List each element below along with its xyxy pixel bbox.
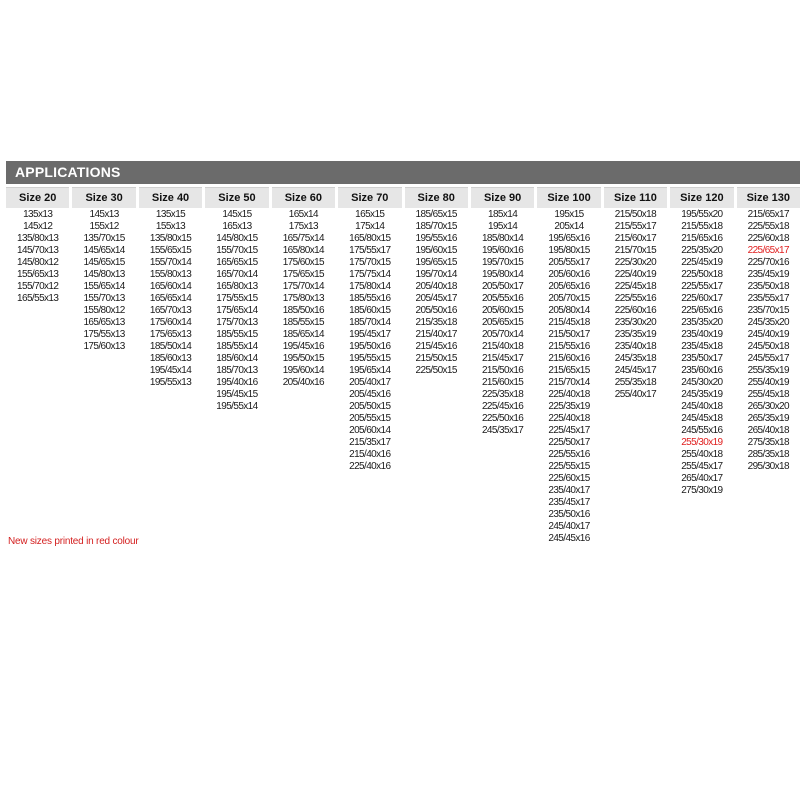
- size-entry: 215/40x16: [349, 449, 391, 460]
- size-entry: 145x13: [89, 209, 119, 220]
- size-entry: 195/55x20: [681, 209, 723, 220]
- size-entry: 195/40x16: [216, 377, 258, 388]
- size-entry: 275/35x18: [747, 437, 789, 448]
- size-entry: 205/60x14: [349, 425, 391, 436]
- column-header: Size 40: [139, 187, 202, 208]
- size-list: [615, 209, 656, 401]
- size-entry: 205/45x17: [415, 293, 457, 304]
- size-entry: 265/35x19: [747, 413, 789, 424]
- size-entry: 175/60x14: [149, 317, 192, 328]
- size-entry: 205x14: [554, 221, 584, 232]
- size-entry: 225/70x16: [747, 257, 789, 268]
- applications-banner: [6, 161, 800, 184]
- size-entry: 205/40x18: [415, 281, 457, 292]
- size-entry: 255/35x18: [614, 377, 657, 388]
- size-entry: 215/50x16: [481, 365, 524, 376]
- size-entry: 175/70x14: [282, 281, 325, 292]
- size-list: [548, 209, 589, 545]
- column-header: Size 60: [272, 187, 335, 208]
- size-entry: 195/65x16: [548, 233, 590, 244]
- size-entry: 225/40x16: [349, 461, 391, 472]
- size-entry: 285/35x18: [747, 449, 789, 460]
- size-entry: 215/40x17: [415, 329, 457, 340]
- size-entry: 175/55x13: [83, 329, 125, 340]
- size-entry: 145/70x13: [17, 245, 59, 256]
- size-entry: 235/50x17: [681, 353, 723, 364]
- size-entry: 195/60x15: [415, 245, 457, 256]
- size-entry: 225/55x18: [747, 221, 789, 232]
- size-list: [83, 209, 124, 353]
- new-size-entry: 225/65x17: [747, 245, 789, 256]
- size-entry: 245/35x20: [747, 317, 789, 328]
- size-entry: 195/45x16: [282, 341, 325, 352]
- size-entry: 175/55x17: [349, 245, 391, 256]
- column-header: Size 100: [537, 187, 600, 208]
- size-entry: 215/65x17: [747, 209, 789, 220]
- size-entry: 225/55x16: [614, 293, 657, 304]
- size-entry: 245/40x18: [681, 401, 723, 412]
- size-entry: 205/45x16: [349, 389, 391, 400]
- size-entry: 225/65x16: [681, 305, 723, 316]
- size-entry: 245/40x17: [548, 521, 590, 532]
- size-entry: 165/75x14: [282, 233, 325, 244]
- size-entry: 195/60x16: [481, 245, 524, 256]
- size-list: [150, 209, 191, 389]
- size-entry: 145/80x15: [216, 233, 258, 244]
- size-entry: 145x12: [23, 221, 53, 232]
- size-entry: 185/60x14: [216, 353, 258, 364]
- size-entry: 165/60x14: [149, 281, 192, 292]
- size-entry: 215/65x15: [548, 365, 590, 376]
- size-entry: 215/55x17: [614, 221, 657, 232]
- size-entry: 185/55x16: [349, 293, 391, 304]
- size-entry: 145x15: [222, 209, 252, 220]
- size-entry: 175/65x14: [216, 305, 258, 316]
- size-entry: 185/50x16: [282, 305, 325, 316]
- size-entry: 185/65x14: [282, 329, 325, 340]
- size-column: [405, 187, 468, 545]
- column-header: Size 20: [6, 187, 69, 208]
- size-entry: 195x14: [488, 221, 518, 232]
- size-entry: 175/80x14: [349, 281, 391, 292]
- size-entry: 195/45x15: [216, 389, 258, 400]
- size-column: [471, 187, 534, 545]
- size-entry: 215/55x16: [548, 341, 590, 352]
- size-column: [6, 187, 69, 545]
- size-entry: 185/80x14: [481, 233, 524, 244]
- size-entry: 235/60x16: [681, 365, 723, 376]
- size-entry: 205/65x16: [548, 281, 590, 292]
- new-size-entry: 255/30x19: [681, 437, 723, 448]
- size-entry: 155/70x12: [17, 281, 59, 292]
- size-entry: 205/70x14: [481, 329, 524, 340]
- size-entry: 205/50x17: [481, 281, 524, 292]
- size-entry: 145/80x12: [17, 257, 59, 268]
- size-entry: 155/65x14: [83, 281, 125, 292]
- size-entry: 225/60x15: [548, 473, 590, 484]
- size-entry: 205/40x17: [349, 377, 391, 388]
- size-entry: 215/55x18: [681, 221, 723, 232]
- size-entry: 195/55x14: [216, 401, 258, 412]
- size-entry: 195/65x14: [349, 365, 391, 376]
- size-entry: 185/60x15: [349, 305, 391, 316]
- size-entry: 215/50x18: [614, 209, 657, 220]
- size-entry: 135/80x15: [149, 233, 192, 244]
- size-entry: 235/55x17: [747, 293, 789, 304]
- size-entry: 185/70x15: [415, 221, 457, 232]
- size-list: [681, 209, 722, 497]
- size-entry: 235/45x19: [747, 269, 789, 280]
- size-entry: 235/45x18: [681, 341, 723, 352]
- size-entry: 135/80x13: [17, 233, 59, 244]
- size-entry: 255/35x19: [747, 365, 789, 376]
- size-entry: 215/50x17: [548, 329, 590, 340]
- size-entry: 215/50x15: [415, 353, 457, 364]
- column-header: Size 130: [737, 187, 800, 208]
- size-list: [17, 209, 58, 305]
- size-entry: 245/55x16: [681, 425, 723, 436]
- size-entry: 215/35x18: [415, 317, 457, 328]
- size-list: [349, 209, 390, 473]
- size-list: [216, 209, 257, 413]
- size-entry: 215/45x17: [481, 353, 524, 364]
- size-entry: 195/50x15: [282, 353, 325, 364]
- new-sizes-note: New sizes printed in red colour: [8, 536, 139, 547]
- size-entry: 165/70x14: [216, 269, 258, 280]
- size-entry: 205/70x15: [548, 293, 590, 304]
- size-entry: 175/60x15: [282, 257, 325, 268]
- size-entry: 145/80x13: [83, 269, 125, 280]
- size-entry: 255/40x17: [614, 389, 657, 400]
- size-entry: 155/70x14: [149, 257, 192, 268]
- size-entry: 205/80x14: [548, 305, 590, 316]
- size-entry: 175x14: [355, 221, 385, 232]
- size-entry: 195/70x15: [481, 257, 524, 268]
- size-entry: 185/70x13: [216, 365, 258, 376]
- size-entry: 215/60x16: [548, 353, 590, 364]
- size-entry: 195/80x14: [481, 269, 524, 280]
- size-entry: 225/45x17: [548, 425, 590, 436]
- size-entry: 195/45x14: [149, 365, 192, 376]
- size-entry: 225/60x17: [681, 293, 723, 304]
- size-entry: 225/40x18: [548, 389, 590, 400]
- size-application-table: [6, 187, 800, 545]
- size-entry: 225/45x18: [614, 281, 657, 292]
- size-entry: 165x14: [288, 209, 318, 220]
- size-entry: 255/40x19: [747, 377, 789, 388]
- column-header: Size 50: [205, 187, 268, 208]
- size-entry: 165/65x15: [216, 257, 258, 268]
- size-entry: 175/70x15: [349, 257, 391, 268]
- size-entry: 185/60x13: [149, 353, 192, 364]
- size-entry: 155x12: [89, 221, 119, 232]
- size-entry: 195/60x14: [282, 365, 325, 376]
- size-entry: 255/45x17: [681, 461, 723, 472]
- column-header: Size 80: [405, 187, 468, 208]
- size-entry: 225/45x16: [481, 401, 524, 412]
- size-entry: 195/55x13: [149, 377, 192, 388]
- size-entry: 225/50x16: [481, 413, 524, 424]
- size-entry: 155/65x13: [17, 269, 59, 280]
- size-entry: 215/70x14: [548, 377, 590, 388]
- column-header: Size 30: [72, 187, 135, 208]
- size-entry: 205/60x16: [548, 269, 590, 280]
- size-entry: 205/50x16: [415, 305, 457, 316]
- size-entry: 165/80x14: [282, 245, 325, 256]
- size-entry: 185/55x14: [216, 341, 258, 352]
- size-entry: 215/45x18: [548, 317, 590, 328]
- size-entry: 235/35x19: [614, 329, 657, 340]
- size-entry: 175/65x15: [282, 269, 325, 280]
- size-entry: 205/65x15: [481, 317, 524, 328]
- size-entry: 155/70x13: [83, 293, 125, 304]
- size-entry: 265/30x20: [747, 401, 789, 412]
- size-entry: 235/40x17: [548, 485, 590, 496]
- size-entry: 185/55x15: [282, 317, 325, 328]
- size-entry: 225/30x20: [614, 257, 657, 268]
- size-entry: 225/60x18: [747, 233, 789, 244]
- size-entry: 195/55x15: [349, 353, 391, 364]
- size-entry: 175x13: [288, 221, 318, 232]
- size-entry: 245/45x17: [614, 365, 657, 376]
- size-entry: 145/65x14: [83, 245, 125, 256]
- size-entry: 215/60x17: [614, 233, 657, 244]
- size-entry: 215/45x16: [415, 341, 457, 352]
- size-list: [748, 209, 789, 473]
- size-entry: 225/40x19: [614, 269, 657, 280]
- size-entry: 225/45x19: [681, 257, 723, 268]
- size-entry: 175/70x13: [216, 317, 258, 328]
- size-entry: 155/70x15: [216, 245, 258, 256]
- size-entry: 205/60x15: [481, 305, 524, 316]
- size-entry: 175/65x13: [149, 329, 192, 340]
- size-column: [737, 187, 800, 545]
- size-list: [283, 209, 324, 389]
- size-entry: 215/65x16: [681, 233, 723, 244]
- size-entry: 215/60x15: [481, 377, 524, 388]
- size-entry: 185/50x14: [149, 341, 192, 352]
- size-entry: 165/70x13: [149, 305, 192, 316]
- size-entry: 245/30x20: [681, 377, 723, 388]
- size-entry: 245/50x18: [747, 341, 789, 352]
- size-entry: 165x15: [355, 209, 385, 220]
- size-entry: 215/70x15: [614, 245, 657, 256]
- size-entry: 205/50x15: [349, 401, 391, 412]
- size-entry: 265/40x18: [747, 425, 789, 436]
- size-entry: 265/40x17: [681, 473, 723, 484]
- size-entry: 195/70x14: [415, 269, 457, 280]
- column-header: Size 70: [338, 187, 401, 208]
- size-column: [338, 187, 401, 545]
- size-entry: 225/50x15: [415, 365, 457, 376]
- size-entry: 255/45x18: [747, 389, 789, 400]
- size-column: [604, 187, 667, 545]
- size-entry: 225/40x18: [548, 413, 590, 424]
- column-header: Size 90: [471, 187, 534, 208]
- size-entry: 225/50x17: [548, 437, 590, 448]
- size-entry: 235/45x17: [548, 497, 590, 508]
- size-entry: 135x13: [23, 209, 53, 220]
- size-entry: 205/55x17: [548, 257, 590, 268]
- size-entry: 205/40x16: [282, 377, 325, 388]
- size-entry: 155/80x13: [149, 269, 192, 280]
- size-entry: 195/55x16: [415, 233, 457, 244]
- size-entry: 165x13: [222, 221, 252, 232]
- size-list: [482, 209, 523, 437]
- size-entry: 185x14: [488, 209, 518, 220]
- size-entry: 215/40x18: [481, 341, 524, 352]
- size-entry: 235/40x18: [614, 341, 657, 352]
- size-entry: 255/40x18: [681, 449, 723, 460]
- size-entry: 155x13: [155, 221, 186, 232]
- size-entry: 155/65x15: [149, 245, 192, 256]
- size-entry: 205/55x15: [349, 413, 391, 424]
- size-entry: 225/50x18: [681, 269, 723, 280]
- size-entry: 175/80x13: [282, 293, 325, 304]
- size-entry: 245/55x17: [747, 353, 789, 364]
- page-title: APPLICATIONS: [15, 164, 121, 180]
- column-header: Size 110: [604, 187, 667, 208]
- size-entry: 135/70x15: [83, 233, 125, 244]
- size-column: [72, 187, 135, 545]
- size-entry: 165/80x15: [349, 233, 391, 244]
- size-entry: 185/65x15: [415, 209, 457, 220]
- size-entry: 165/55x13: [17, 293, 59, 304]
- size-entry: 195/80x15: [548, 245, 590, 256]
- size-entry: 185/55x15: [216, 329, 258, 340]
- size-entry: 215/35x17: [349, 437, 391, 448]
- size-column: [139, 187, 202, 545]
- size-entry: 235/40x19: [681, 329, 723, 340]
- size-entry: 165/65x14: [149, 293, 192, 304]
- size-entry: 165/80x13: [216, 281, 258, 292]
- size-entry: 245/35x19: [681, 389, 723, 400]
- size-entry: 185/70x14: [349, 317, 391, 328]
- size-entry: 275/30x19: [681, 485, 723, 496]
- size-column: [670, 187, 733, 545]
- size-entry: 155/80x12: [83, 305, 125, 316]
- size-entry: 245/35x18: [614, 353, 657, 364]
- size-column: [205, 187, 268, 545]
- size-entry: 145/65x15: [83, 257, 125, 268]
- size-entry: 225/35x18: [481, 389, 524, 400]
- size-entry: 175/60x13: [83, 341, 125, 352]
- size-entry: 245/45x16: [548, 533, 590, 544]
- size-entry: 195/65x15: [415, 257, 457, 268]
- size-entry: 175/75x14: [349, 269, 391, 280]
- size-entry: 225/60x16: [614, 305, 657, 316]
- size-entry: 205/55x16: [481, 293, 524, 304]
- size-entry: 245/35x17: [481, 425, 524, 436]
- size-entry: 225/35x20: [681, 245, 723, 256]
- size-entry: 245/40x19: [747, 329, 789, 340]
- size-entry: 235/50x16: [548, 509, 590, 520]
- size-entry: 175/55x15: [216, 293, 258, 304]
- size-entry: 225/55x17: [681, 281, 723, 292]
- size-column: [272, 187, 335, 545]
- size-list: [416, 209, 457, 377]
- size-entry: 295/30x18: [747, 461, 789, 472]
- size-column: [537, 187, 600, 545]
- size-entry: 225/35x19: [548, 401, 590, 412]
- size-entry: 235/35x20: [681, 317, 723, 328]
- size-entry: 195/50x16: [349, 341, 391, 352]
- size-entry: 225/55x16: [548, 449, 590, 460]
- size-entry: 235/30x20: [614, 317, 657, 328]
- size-entry: 195x15: [554, 209, 584, 220]
- column-header: Size 120: [670, 187, 733, 208]
- size-entry: 165/65x13: [83, 317, 125, 328]
- size-entry: 225/55x15: [548, 461, 590, 472]
- size-entry: 195/45x17: [349, 329, 391, 340]
- size-entry: 235/50x18: [747, 281, 789, 292]
- size-entry: 245/45x18: [681, 413, 723, 424]
- size-entry: 235/70x15: [747, 305, 789, 316]
- size-entry: 135x15: [155, 209, 186, 220]
